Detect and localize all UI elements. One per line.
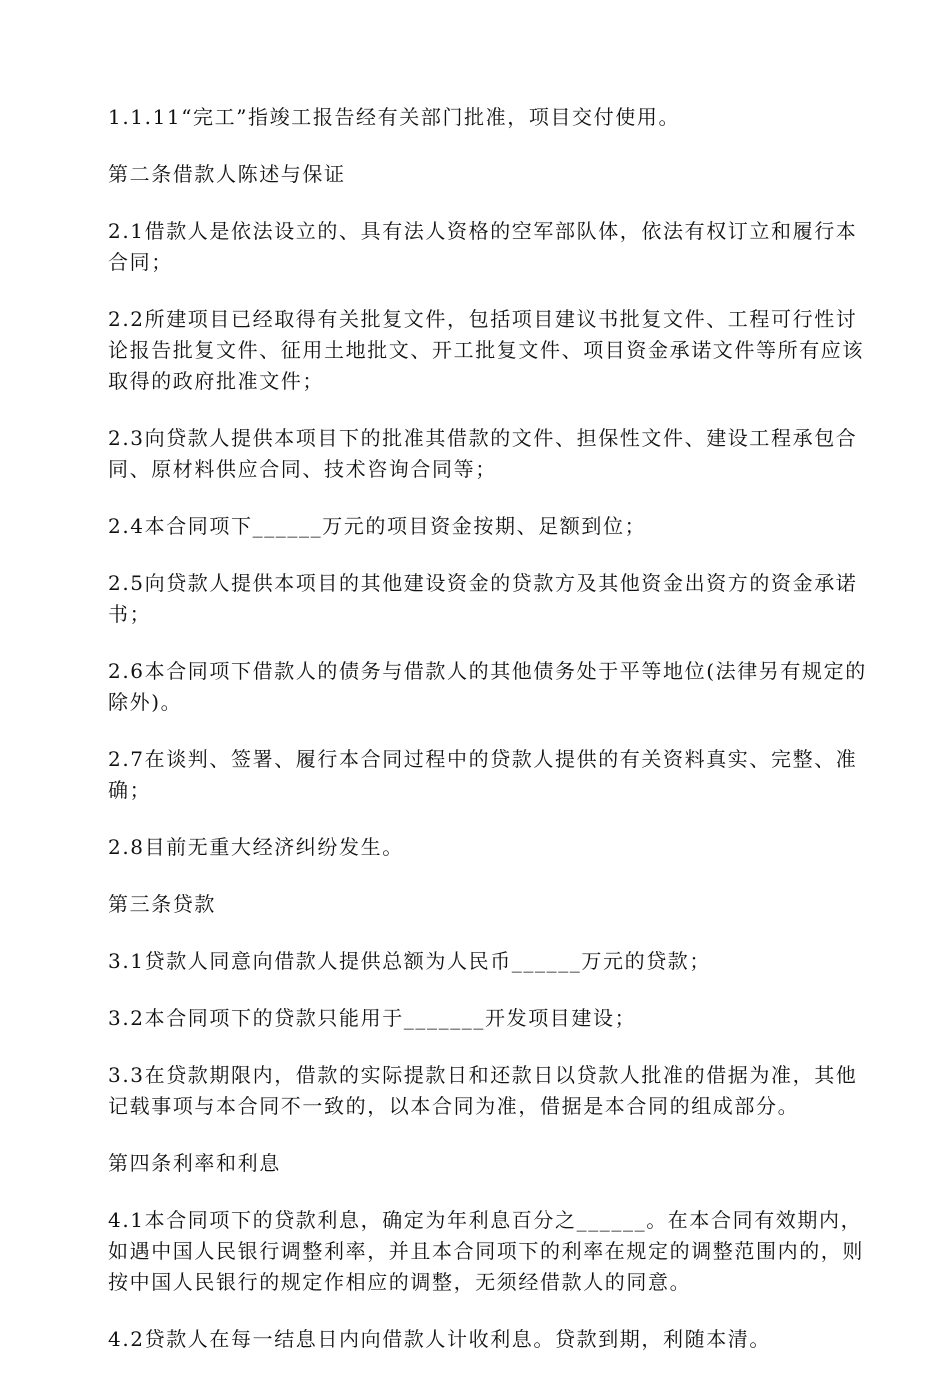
clause-4-1: 4.1本合同项下的贷款利息，确定为年利息百分之______。在本合同有效期内，如遇中国人民银行调整利率，并且本合同项下的利率在规定的调整范围内的，则按中国人民银行的规定作相应的调整，无须经借款人的同意。: [108, 1208, 864, 1294]
section-heading-article-2: 第二条借款人陈述与保证: [108, 162, 346, 186]
clause-2-7: 2.7在谈判、签署、履行本合同过程中的贷款人提供的有关资料真实、完整、准确；: [108, 747, 858, 802]
clause-3-2: 3.2本合同项下的贷款只能用于_______开发项目建设；: [108, 1006, 637, 1030]
clause-2-8: 2.8目前无重大经济纠纷发生。: [108, 835, 404, 859]
document-page: [108, 102, 868, 1381]
clause-2-1: 2.1借款人是依法设立的、具有法人资格的空军部队体，依法有权订立和履行本合同；: [108, 219, 858, 274]
section-heading-article-3: 第三条贷款: [108, 892, 216, 916]
clause-2-3: 2.3向贷款人提供本项目下的批准其借款的文件、担保性文件、建设工程承包合同、原材料供应合同、技术咨询合同等；: [108, 426, 858, 481]
clause-2-6: 2.6本合同项下借款人的债务与借款人的其他债务处于平等地位(法律另有规定的除外)。: [108, 659, 867, 714]
clause-3-1: 3.1贷款人同意向借款人提供总额为人民币______万元的贷款；: [108, 949, 712, 973]
section-heading-article-4: 第四条利率和利息: [108, 1151, 281, 1175]
clause-4-2: 4.2贷款人在每一结息日内向借款人计收利息。贷款到期，利随本清。: [108, 1327, 772, 1351]
clause-2-5: 2.5向贷款人提供本项目的其他建设资金的贷款方及其他资金出资方的资金承诺书；: [108, 571, 858, 626]
clause-1-1-11: 1.1.11“完工”指竣工报告经有关部门批准，项目交付使用。: [108, 105, 681, 129]
clause-3-3: 3.3在贷款期限内，借款的实际提款日和还款日以贷款人批准的借据为准，其他记载事项与本合同不一致的，以本合同为准，借据是本合同的组成部分。: [108, 1063, 858, 1118]
clause-2-4: 2.4本合同项下______万元的项目资金按期、足额到位；: [108, 514, 647, 538]
clause-2-2: 2.2所建项目已经取得有关批复文件，包括项目建议书批复文件、工程可行性讨论报告批复文件、征用土地批文、开工批复文件、项目资金承诺文件等所有应该取得的政府批准文件；: [108, 307, 864, 393]
